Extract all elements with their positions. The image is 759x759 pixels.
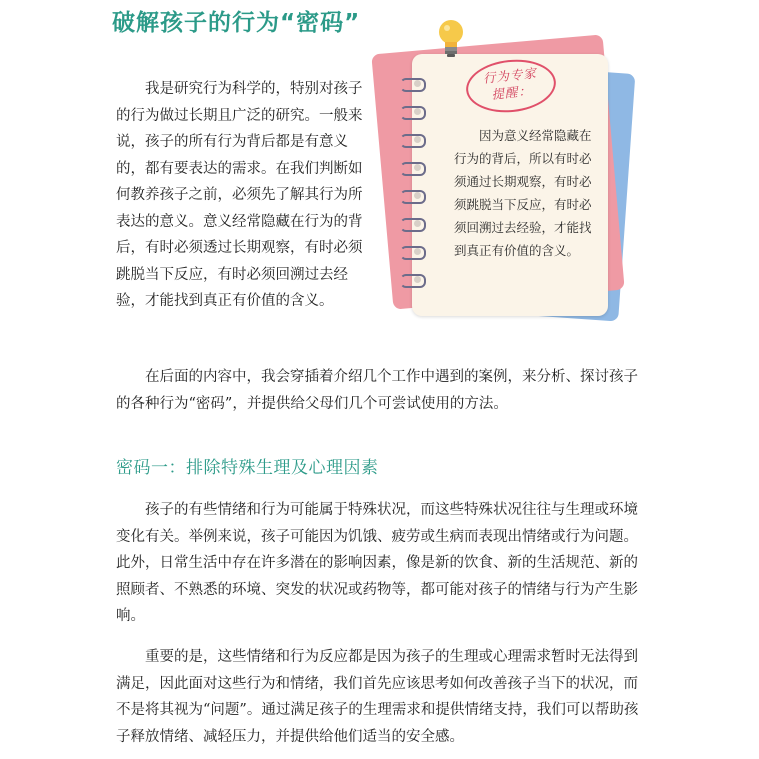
- paragraph-4-block: [116, 644, 646, 750]
- note-body: [454, 124, 600, 262]
- stamp-line-2: 提醒：: [490, 82, 533, 103]
- note-text: 因为意义经常隐藏在行为的背后，所以有时必须通过长期观察，有时必须跳脱当下反应，有时必须回溯过去经验，才能找到真正有价值的含义。: [454, 128, 592, 258]
- lightbulb-icon: [436, 18, 466, 60]
- stamp-line-1: 行为专家: [482, 65, 538, 86]
- intro-column: [116, 76, 371, 315]
- page-title: 破解孩子的行为“密码”: [112, 10, 361, 36]
- paragraph-4: 重要的是，这些情绪和行为反应都是因为孩子的生理或心理需求暂时无法得到满足，因此面对这些行为和情绪，我们首先应该思考如何改善孩子当下的状况，而不是将其视为“问题”。通过满足孩子的生理需求和提供情绪支持，我们可以帮助孩子释放情绪、减轻压力，并提供给他们适当的安全感。: [116, 649, 639, 745]
- expert-tip-note: [372, 18, 634, 320]
- notebook-rings: [400, 78, 428, 308]
- intro-paragraph: 我是研究行为科学的，特别对孩子的行为做过长期且广泛的研究。一般来说，孩子的所有行为背后都是有意义的，都有要表达的需求。在我们判断如何教养孩子之前，必须先了解其行为所表达的意义。意义经常隐藏在行为的背后，有时必须透过长期观察，有时必须跳脱当下反应，有时必须回溯过去经验，才能找到真正有价值的含义。: [116, 81, 363, 309]
- paragraph-3-block: [116, 497, 646, 630]
- paragraph-2: 在后面的内容中，我会穿插着介绍几个工作中遇到的案例，来分析、探讨孩子的各种行为“密码”，并提供给父母们几个可尝试使用的方法。: [116, 369, 638, 412]
- section-heading: 密码一：排除特殊生理及心理因素: [116, 458, 379, 478]
- paragraph-3: 孩子的有些情绪和行为可能属于特殊状况，而这些特殊状况往往与生理或环境变化有关。举例来说，孩子可能因为饥饿、疲劳或生病而表现出情绪或行为问题。此外，日常生活中存在许多潜在的影响因素，像是新的饮食、新的生活规范、新的照顾者、不熟悉的环境、突发的状况或药物等，都可能对孩子的情绪与行为产生影响。: [116, 502, 638, 624]
- paragraph-2-block: [116, 364, 646, 417]
